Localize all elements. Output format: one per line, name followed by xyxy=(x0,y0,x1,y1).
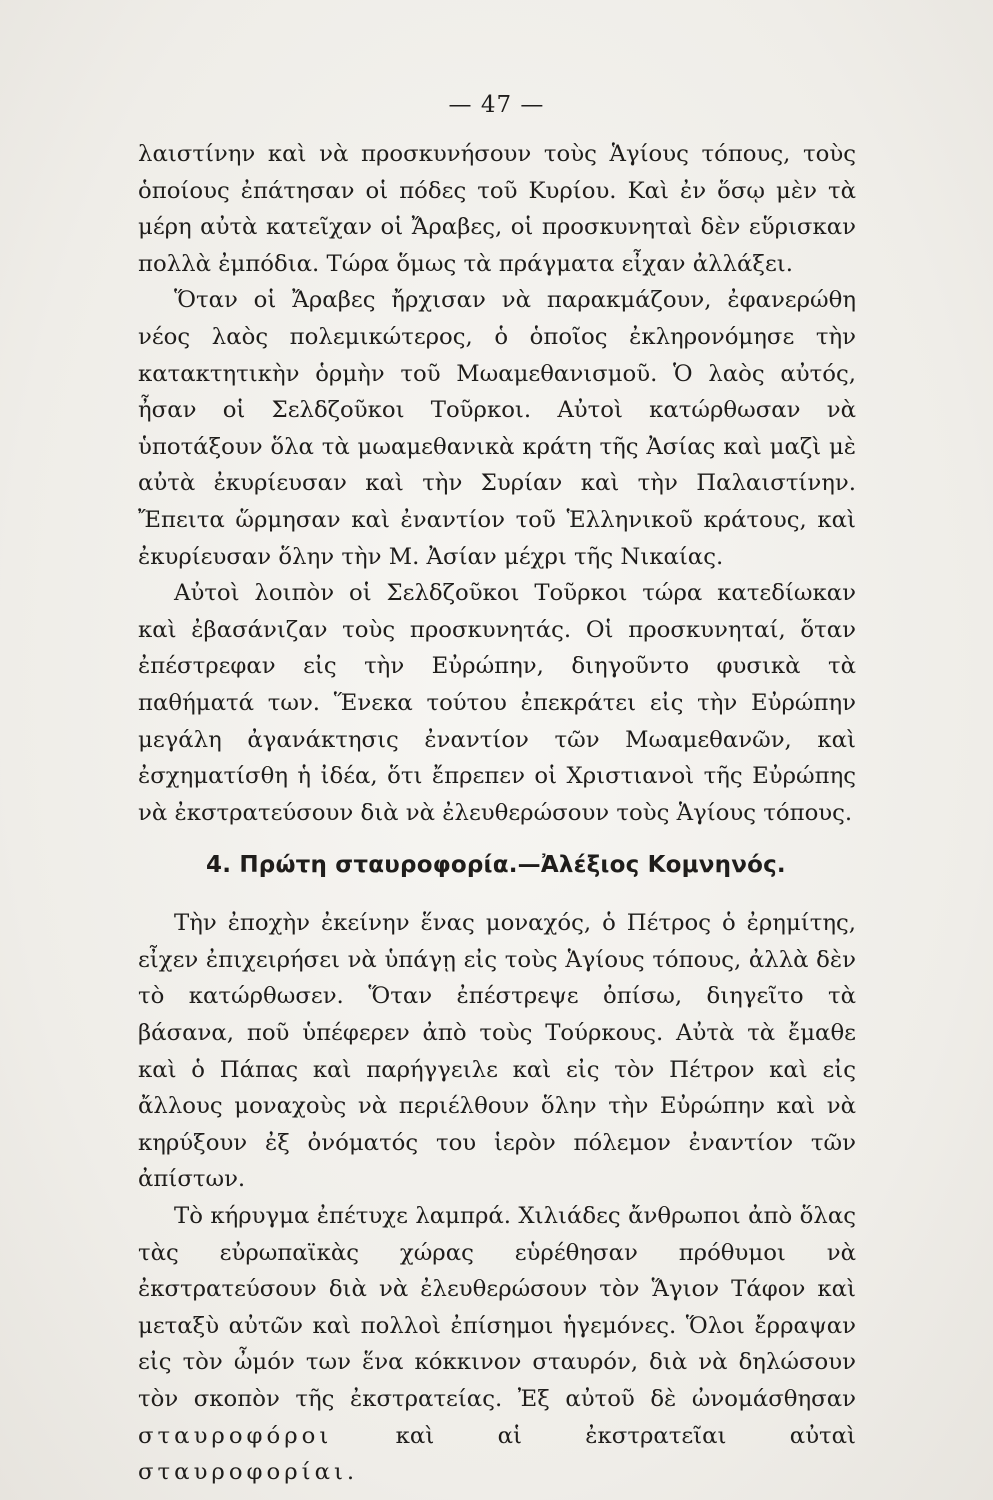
paragraph-4: Τὴν ἐποχὴν ἐκείνην ἕνας μοναχός, ὁ Πέτρος ὁ ἐρημίτης, εἶχεν ἐπιχειρήσει νὰ ὑπάγῃ εἰς τοὺς Ἁγίους τόπους, ἀλλὰ δὲν τὸ κατώρθωσεν. Ὅταν ἐπέστρεψε ὀπίσω, διηγεῖτο τὰ βάσανα, ποῦ ὑπέφερεν ἀπὸ τοὺς Τούρκους. Αὐτὰ τὰ ἔμαθε καὶ ὁ Πάπας καὶ παρήγγειλε καὶ εἰς τὸν Πέτρον καὶ εἰς ἄλλους μοναχοὺς νὰ περιέλθουν ὅλην τὴν Εὐρώπην καὶ νὰ κηρύξουν ἐξ ὀνόματός του ἱερὸν πόλεμον ἐναντίον τῶν ἀπίστων. xyxy=(138,910,856,1193)
paragraph-5-middle: καὶ αἱ ἐκστρατεῖαι αὐταὶ xyxy=(395,1422,856,1449)
page-number: — 47 — xyxy=(448,92,545,118)
term-stavroforoi: σταυροφόροι xyxy=(138,1422,333,1449)
paragraph-1: λαιστίνην καὶ νὰ προσκυνήσουν τοὺς Ἁγίους τόπους, τοὺς ὁποίους ἐπάτησαν οἱ πόδες τοῦ Κυρίου. Καὶ ἐν ὅσῳ μὲν τὰ μέρη αὐτὰ κατεῖχαν οἱ Ἄραβες, οἱ προσκυνηταὶ δὲν εὕρισκαν πολλὰ ἐμπόδια. Τώρα ὅμως τὰ πράγματα εἶχαν ἀλλάξει. xyxy=(138,141,856,277)
section-heading: 4. Πρώτη σταυροφορία.—Ἀλέξιος Κομνηνός. xyxy=(206,852,786,879)
paragraph-2: Ὅταν οἱ Ἄραβες ἤρχισαν νὰ παρακμάζουν, ἐφανερώθη νέος λαὸς πολεμικώτερος, ὁ ὁποῖος ἐκληρονόμησε τὴν κατακτητικὴν ὁρμὴν τοῦ Μωαμεθανισμοῦ. Ὁ λαὸς αὐτός, ἦσαν οἱ Σελδζοῦκοι Τοῦρκοι. Αὐτοὶ κατώρθωσαν νὰ ὑποτάξουν ὅλα τὰ μωαμεθανικὰ κράτη τῆς Ἀσίας καὶ μαζὶ μὲ αὐτὰ ἐκυρίευσαν καὶ τὴν Συρίαν καὶ τὴν Παλαιστίνην. Ἔπειτα ὥρμησαν καὶ ἐναντίον τοῦ Ἑλληνικοῦ κράτους, καὶ ἐκυρίευσαν ὅλην τὴν Μ. Ἀσίαν μέχρι τῆς Νικαίας. xyxy=(138,287,856,570)
paragraph-5-text: Τὸ κήρυγμα ἐπέτυχε λαμπρά. Χιλιάδες ἄνθρωποι ἀπὸ ὅλας τὰς εὐρωπαϊκὰς χώρας εὑρέθησαν πρόθυμοι νὰ ἐκστρατεύσουν διὰ νὰ ἐλευθερώσουν τὸν Ἅγιον Τάφον καὶ μεταξὺ αὐτῶν καὶ πολλοὶ ἐπίσημοι ἡγεμόνες. Ὅλοι ἔρραψαν εἰς τὸν ὦμόν των ἕνα κόκκινον σταυρόν, διὰ νὰ δηλώσουν τὸν σκοπὸν τῆς ἐκστρατείας. Ἐξ αὐτοῦ δὲ ὠνομάσθησαν xyxy=(138,1203,856,1412)
paragraph-5 xyxy=(138,1198,856,1491)
paragraph-3: Αὐτοὶ λοιπὸν οἱ Σελδζοῦκοι Τοῦρκοι τώρα κατεδίωκαν καὶ ἐβασάνιζαν τοὺς προσκυνητάς. Οἱ προσκυνηταί, ὅταν ἐπέστρεφαν εἰς τὴν Εὐρώπην, διηγοῦντο φυσικὰ τὰ παθήματά των. Ἕνεκα τούτου ἐπεκράτει εἰς τὴν Εὐρώπην μεγάλη ἀγανάκτησις ἐναντίον τῶν Μωαμεθανῶν, καὶ ἐσχηματίσθη ἡ ἰδέα, ὅτι ἔπρεπεν οἱ Χριστιανοὶ τῆς Εὐρώπης νὰ ἐκστρατεύσουν διὰ νὰ ἐλευθερώσουν τοὺς Ἁγίους τόπους. xyxy=(138,580,856,826)
term-stavroforiai: σταυροφορίαι. xyxy=(138,1459,359,1486)
page-text xyxy=(138,136,856,1491)
